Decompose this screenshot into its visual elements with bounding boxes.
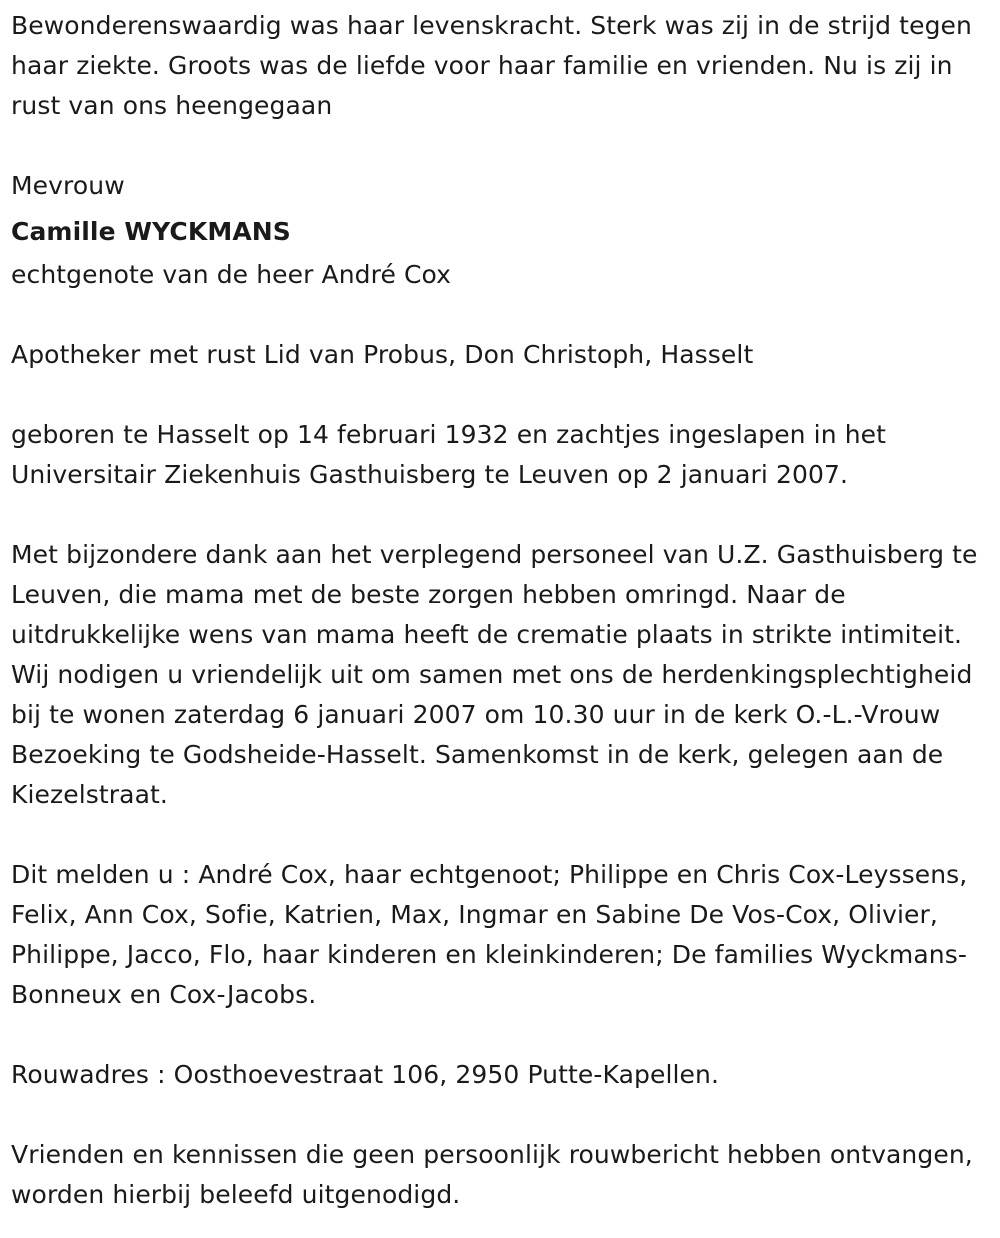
profession-line: Apotheker met rust Lid van Probus, Don Christoph, Hasselt <box>11 340 754 369</box>
spacer <box>11 295 988 335</box>
family-paragraph: Dit melden u : André Cox, haar echtgenoot; Philippe en Chris Cox-Leyssens, Felix, Ann Cox, Sofie, Katrien, Max, Ingmar en Sabine De Vos-Cox, Olivier, Philippe, Jacco, Flo, haar kinderen en kleinkinderen; De families Wyckmans-Bonneux en Cox-Jacobs. <box>11 860 968 1009</box>
spacer <box>11 126 988 166</box>
deceased-name: Camille WYCKMANS <box>11 217 291 246</box>
closing-paragraph: Vrienden en kennissen die geen persoonlijk rouwbericht hebben ontvangen, worden hierbij beleefd uitgenodigd. <box>11 1140 973 1209</box>
spacer <box>11 495 988 535</box>
birth-death-paragraph: geboren te Hasselt op 14 februari 1932 en zachtjes ingeslapen in het Universitair Ziekenhuis Gasthuisberg te Leuven op 2 januari 2007. <box>11 420 887 489</box>
spacer <box>11 1095 988 1135</box>
intro-paragraph: Bewonderenswaardig was haar levenskracht. Sterk was zij in de strijd tegen haar ziekte. Groots was de liefde voor haar familie en vrienden. Nu is zij in rust van ons heengegaan <box>11 11 972 120</box>
ceremony-paragraph: Met bijzondere dank aan het verplegend personeel van U.Z. Gasthuisberg te Leuven, die mama met de beste zorgen hebben omringd. Naar de uitdrukkelijke wens van mama heeft de crematie plaats in strikte intimiteit. Wij nodigen u vriendelijk uit om samen met ons de herdenkingsplechtigheid bij te wonen zaterdag 6 januari 2007 om 10.30 uur in de kerk O.-L.-Vrouw Bezoeking te Godsheide-Hasselt. Samenkomst in de kerk, gelegen aan de Kiezelstraat. <box>11 540 978 809</box>
spouse-line: echtgenote van de heer André Cox <box>11 260 452 289</box>
salutation: Mevrouw <box>11 171 125 200</box>
spacer <box>11 375 988 415</box>
spacer <box>11 1015 988 1055</box>
spacer <box>11 815 988 855</box>
address-line: Rouwadres : Oosthoevestraat 106, 2950 Putte-Kapellen. <box>11 1060 720 1089</box>
